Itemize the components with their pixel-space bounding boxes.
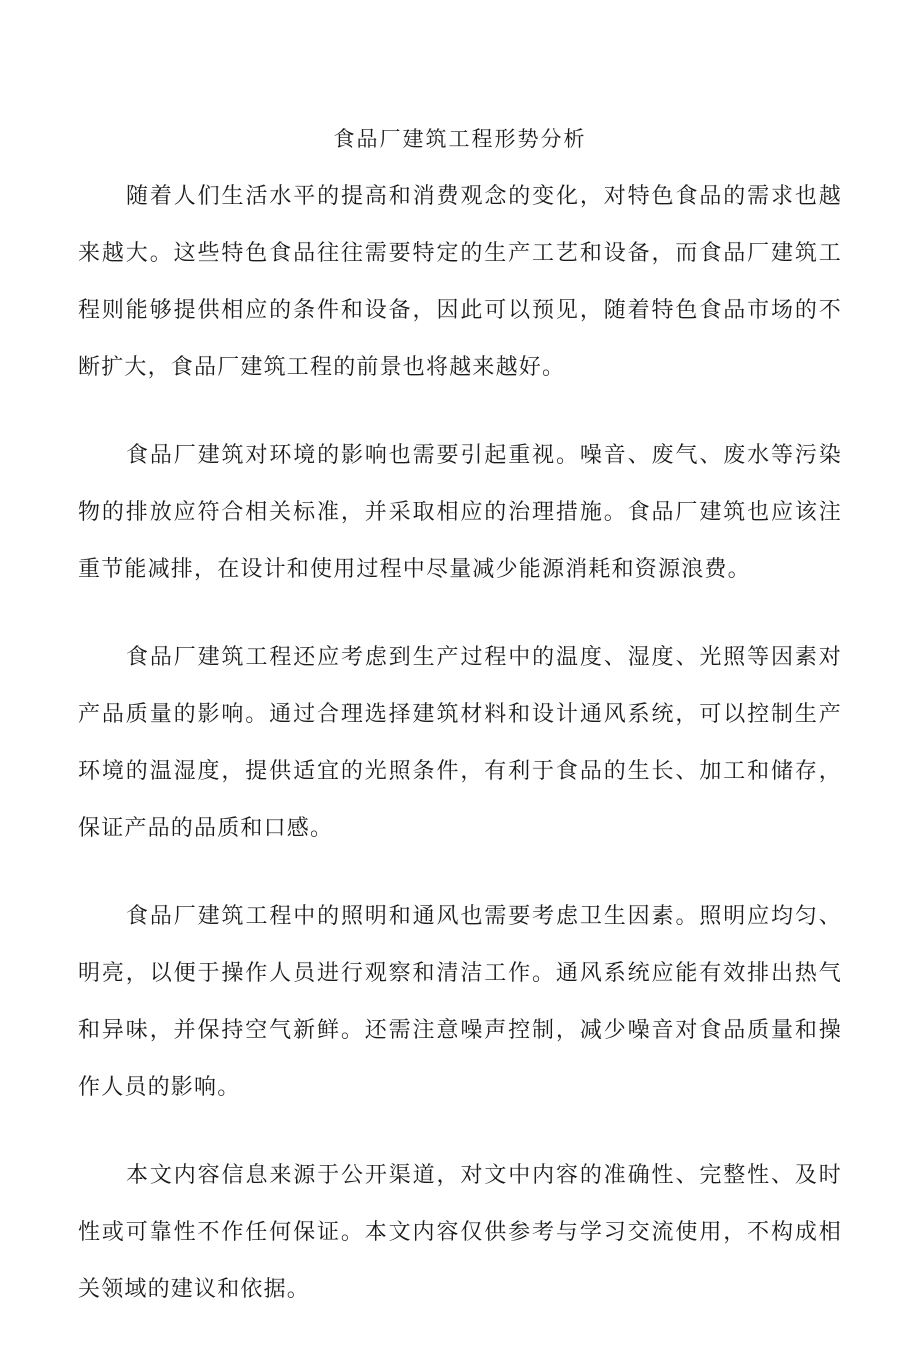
paragraph-5: 本文内容信息来源于公开渠道，对文中内容的准确性、完整性、及时性或可靠性不作任何保证。本文内容仅供参考与学习交流使用，不构成相关领域的建议和依据。 bbox=[78, 1163, 842, 1302]
paragraph-2: 食品厂建筑对环境的影响也需要引起重视。噪音、废气、废水等污染物的排放应符合相关标准，并采取相应的治理措施。食品厂建筑也应该注重节能减排，在设计和使用过程中尽量减少能源消耗和资源浪费。 bbox=[78, 443, 842, 582]
document-title: 食品厂建筑工程形势分析 bbox=[333, 127, 587, 151]
document-body bbox=[78, 168, 842, 1349]
paragraph-4: 食品厂建筑工程中的照明和通风也需要考虑卫生因素。照明应均匀、明亮，以便于操作人员进行观察和清洁工作。通风系统应能有效排出热气和异味，并保持空气新鲜。还需注意噪声控制，减少噪音对食品质量和操作人员的影响。 bbox=[78, 904, 842, 1100]
paragraph-1: 随着人们生活水平的提高和消费观念的变化，对特色食品的需求也越来越大。这些特色食品往往需要特定的生产工艺和设备，而食品厂建筑工程则能够提供相应的条件和设备，因此可以预见，随着特色食品市场的不断扩大，食品厂建筑工程的前景也将越来越好。 bbox=[78, 184, 842, 380]
paragraph-3: 食品厂建筑工程还应考虑到生产过程中的温度、湿度、光照等因素对产品质量的影响。通过合理选择建筑材料和设计通风系统，可以控制生产环境的温湿度，提供适宜的光照条件，有利于食品的生长、加工和储存，保证产品的品质和口感。 bbox=[78, 645, 842, 841]
